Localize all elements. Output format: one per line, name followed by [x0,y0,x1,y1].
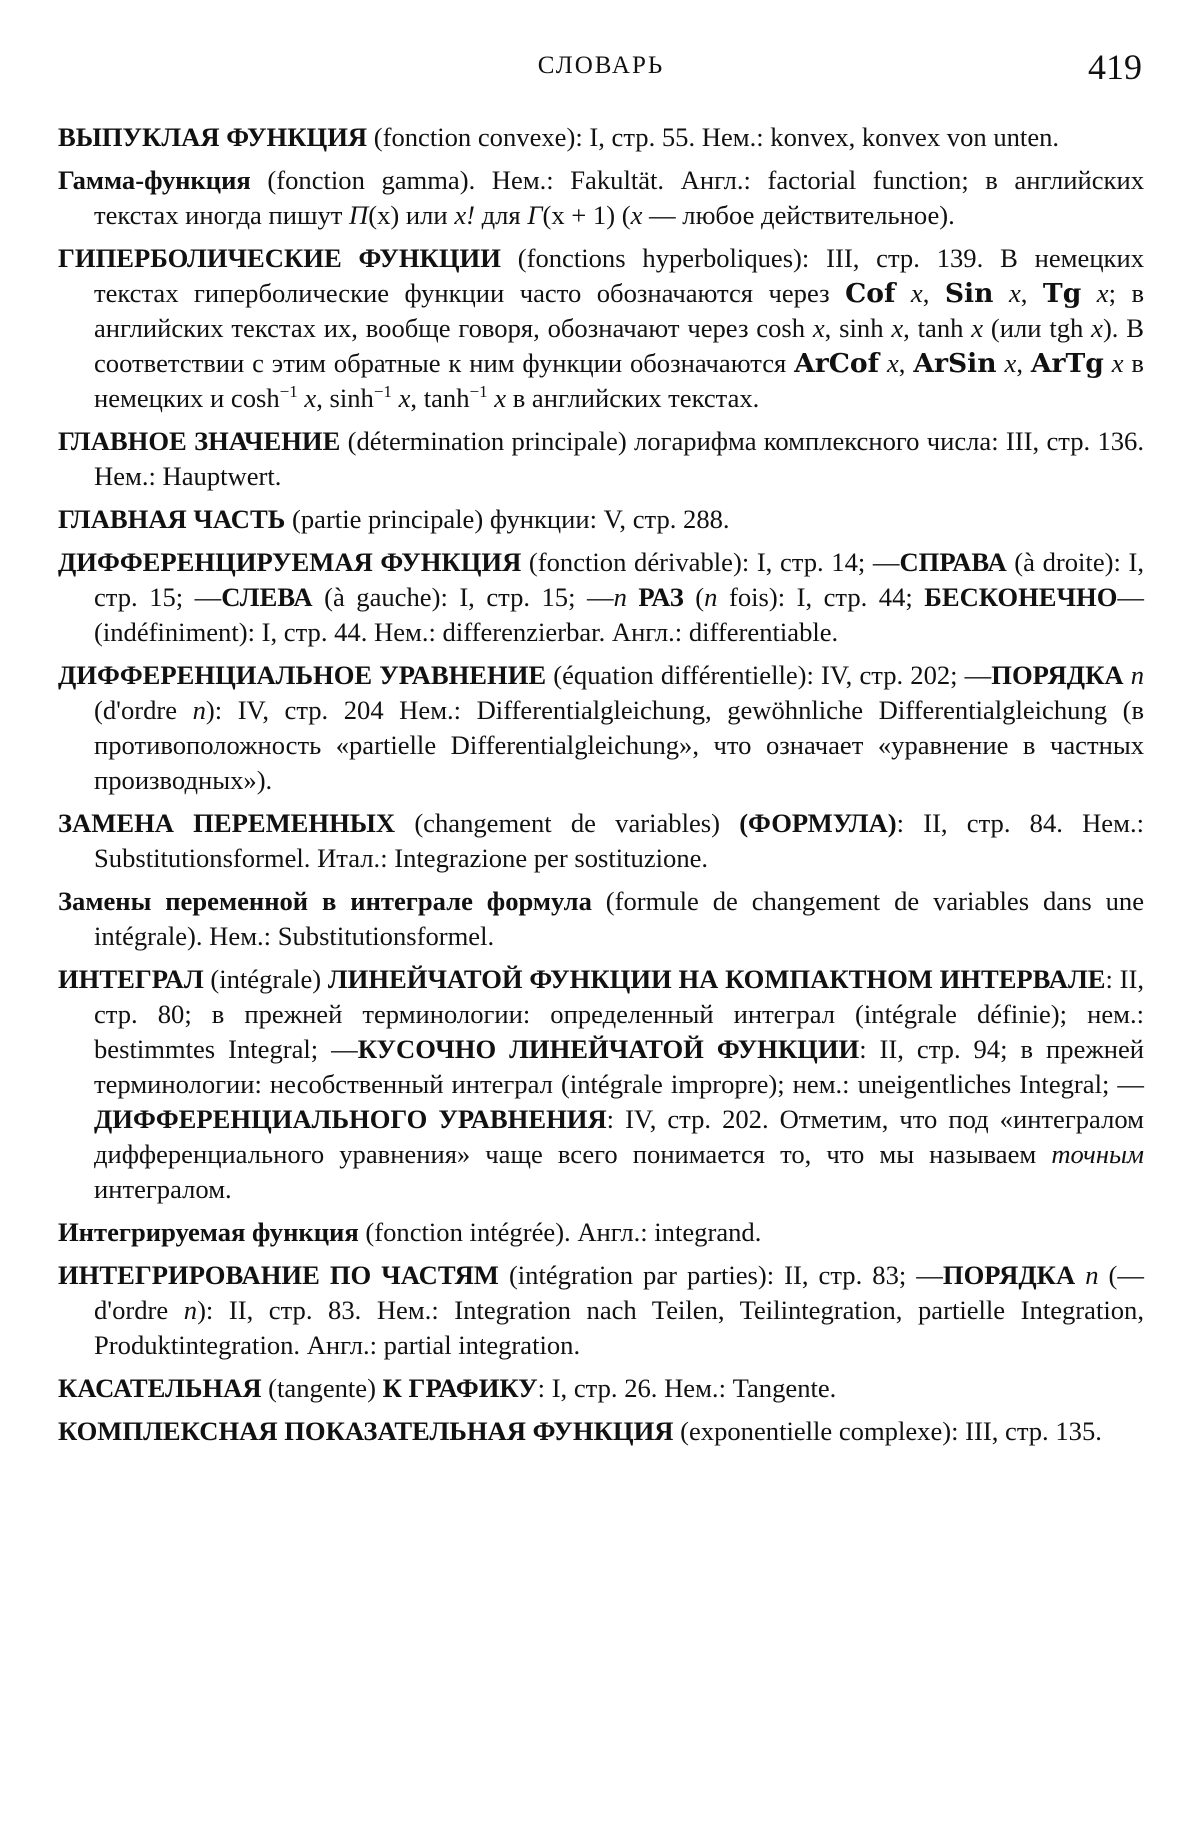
entry-body: в английских текстах. [506,383,760,413]
entry-term: ВЫПУКЛАЯ ФУНКЦИЯ [58,122,368,152]
math-var: x [1008,278,1021,308]
entry-body: (à gauche): I, стр. 15; — [312,582,614,612]
entry-body: : II, стр. 94; в прежней терминологии: несобственный интеграл (intégrale impropre); нем.: uneigentliches Integral; — [94,1034,1145,1099]
separator: , [1016,348,1031,378]
notation: sinh [839,313,884,343]
math-symbol: Π [349,200,369,230]
separator: , [903,313,918,343]
entry-body: (fonction dérivable): I, стр. 14; — [528,547,900,577]
math-var: x [891,313,904,343]
entry-body: ): II, стр. 83. Нем.: Integration nach Teilen, Teilintegration, partielle Integration, Produktintegration. Англ.: partial integration. [94,1295,1144,1360]
entry-complex-exponential [58,1414,1144,1449]
notation: ArTg [1030,348,1104,379]
entry-body: (fonction convexe): I, стр. 55. Нем.: konvex, konvex von unten. [373,122,1060,152]
subterm: СПРАВА [899,547,1007,577]
notation: Cof [845,278,896,309]
entry-body: (formule de changement de variables dans une intégrale). Нем.: Substitutionsformel. [94,886,1144,951]
math-symbol: x! [454,200,475,230]
subterm: ЛИНЕЙЧАТОЙ ФУНКЦИИ НА КОМПАКТНОМ ИНТЕРВАЛЕ [327,964,1106,994]
entry-differentiable-function [58,545,1144,650]
entry-body: для [474,200,528,230]
running-title: СЛОВАРЬ [537,52,665,79]
entry-tangent [58,1371,1144,1406]
separator: , [316,383,330,413]
math-var: x [398,383,411,413]
entry-body: — любое действительное). [642,200,955,230]
entry-body: (partie principale) функции: V, стр. 288. [292,504,730,534]
math-var: n [192,695,206,725]
entry-body: : IV, стр. 202. Отметим, что под «интегралом дифференциального уравнения» чаще всего понимается то, что мы называем [94,1104,1144,1169]
subterm: ПОРЯДКА [942,1260,1076,1290]
notation: tanh [423,383,470,413]
entry-body: : II, стр. 84. Нем.: Substitutionsformel. Итал.: Integrazione per sostituzione. [94,808,1144,873]
math-symbol: Γ [527,200,543,230]
entry-term: ИНТЕГРАЛ [58,964,204,994]
entry-body: (fonctions hyperboliques): III, стр. 139. В немецких текстах гиперболические функции часто обозначаются через [94,243,1144,308]
entry-term: Замены переменной в интеграле формула [58,886,592,916]
notation: tanh [917,313,964,343]
math-var: x [971,313,984,343]
entry-body: (exponentielle complexe): III, стр. 135. [680,1416,1102,1446]
math-var: n [704,582,718,612]
math-var: x [494,383,507,413]
notation: Tg [1042,278,1082,309]
notation: ArCof [794,348,880,379]
entry-integration-by-parts [58,1258,1144,1363]
entry-substitution-formula [58,884,1144,954]
math-var: x [1096,278,1109,308]
math-var: x [1111,348,1124,378]
entry-differential-equation [58,658,1144,798]
glossary-entries [58,120,1144,1449]
separator: , [410,383,424,413]
notation: Sin [944,278,994,309]
entry-body: : II, стр. 80; в прежней терминологии: определенный интеграл (intégrale définie); нем.: bestimmtes Integral; — [94,964,1145,1064]
math-symbol: x [630,200,643,230]
entry-term: ГИПЕРБОЛИЧЕСКИЕ ФУНКЦИИ [58,243,501,273]
entry-body: (tangente) [261,1373,383,1403]
math-var: x [910,278,923,308]
subterm: ПОРЯДКА [991,660,1124,690]
entry-body: —(indéfiniment): I, стр. 44. Нем.: differenzierbar. Англ.: differentiable. [94,582,1145,647]
superscript: −1 [469,382,488,402]
entry-term: Гамма-функция [58,165,251,195]
entry-body: (intégration par parties): II, стр. 83; — [508,1260,943,1290]
entry-body: интегралом. [94,1174,232,1204]
math-var: n [1130,660,1144,690]
notation: cosh [230,383,280,413]
separator: , [824,313,840,343]
separator: , [898,348,914,378]
entry-term: ЗАМЕНА ПЕРЕМЕННЫХ [58,808,396,838]
notation: tgh [1049,313,1084,343]
entry-term: КАСАТЕЛЬНАЯ [58,1373,262,1403]
subterm: (ФОРМУЛА) [739,808,897,838]
entry-body: (détermination principale) логарифма комплексного числа: III, стр. 136. Нем.: Hauptwert. [94,426,1144,491]
entry-convex-function [58,120,1144,155]
page-number: 419 [1088,47,1142,87]
entry-body: ): IV, стр. 204 Нем.: Differentialgleichung, gewöhnliche Differentialgleichung (в противоположность «partielle Differentialgleichung», что означает «уравнение в частных производных»). [94,695,1145,795]
subterm: СЛЕВА [221,582,313,612]
subterm: БЕСКОНЕЧНО [924,582,1118,612]
entry-body: (changement de variables) [414,808,740,838]
entry-body: в немецких и [94,348,1144,413]
entry-principal-part [58,502,1144,537]
entry-body: (или [983,313,1050,343]
separator: , [1020,278,1043,308]
notation: cosh [756,313,806,343]
superscript: −1 [373,382,392,402]
notation: sinh [329,383,374,413]
math-arg: (x + 1) [542,200,616,230]
entry-term: ДИФФЕРЕНЦИРУЕМАЯ ФУНКЦИЯ [58,547,522,577]
math-var: x [886,348,899,378]
entry-integral [58,962,1144,1207]
entry-change-of-variables [58,806,1144,876]
math-var: x [812,313,825,343]
math-var: x [1091,313,1103,343]
separator: , [922,278,945,308]
entry-body: (d'ordre [94,695,193,725]
entry-term: Интегрируемая функция [58,1217,359,1247]
math-var: n [613,582,627,612]
entry-body: : I, стр. 26. Нем.: Tangente. [537,1373,837,1403]
math-var: n [1085,1260,1099,1290]
entry-term: ГЛАВНОЕ ЗНАЧЕНИЕ [58,426,341,456]
entry-body: (fonction gamma). Нем.: Fakultät. Англ.: factorial function; в английских текстах иногда пишут [94,165,1144,230]
entry-body: (à droite): I, стр. 15; — [94,547,1144,612]
subterm: К ГРАФИКУ [382,1373,538,1403]
superscript: −1 [279,382,298,402]
math-arg: (x) [368,200,400,230]
entry-body: ). В соответствии с этим обратные к ним функции обозначаются [94,313,1145,378]
entry-body: ( [683,582,705,612]
entry-body: (équation différentielle): IV, стр. 202; — [553,660,992,690]
entry-body: (fonction intégrée). Англ.: integrand. [365,1217,762,1247]
entry-body: ; в английских текстах их, вообще говоря, обозначают через [94,278,1145,343]
subterm: КУСОЧНО ЛИНЕЙЧАТОЙ ФУНКЦИИ [357,1034,860,1064]
math-var: x [1004,348,1017,378]
math-var: n [183,1295,198,1325]
entry-term: КОМПЛЕКСНАЯ ПОКАЗАТЕЛЬНАЯ ФУНКЦИЯ [58,1416,674,1446]
entry-gamma-function [58,163,1144,233]
entry-term: ДИФФЕРЕНЦИАЛЬНОЕ УРАВНЕНИЕ [58,660,547,690]
page-header [58,0,1144,120]
subterm: РАЗ [626,582,684,612]
entry-integrand [58,1215,1144,1250]
entry-hyperbolic-functions [58,241,1144,416]
entry-body: fois): I, стр. 44; [717,582,925,612]
notation: ArSin [913,348,997,379]
subterm: ДИФФЕРЕНЦИАЛЬНОГО УРАВНЕНИЯ [94,1104,607,1134]
entry-term: ИНТЕГРИРОВАНИЕ ПО ЧАСТЯМ [58,1260,499,1290]
emphasis: точным [1051,1139,1144,1169]
math-var: x [304,383,317,413]
entry-body: (—d'ordre [94,1260,1144,1325]
entry-body: ( [615,200,631,230]
entry-term: ГЛАВНАЯ ЧАСТЬ [58,504,286,534]
entry-principal-value [58,424,1144,494]
entry-body: (intégrale) [203,964,328,994]
entry-body: или [399,200,455,230]
